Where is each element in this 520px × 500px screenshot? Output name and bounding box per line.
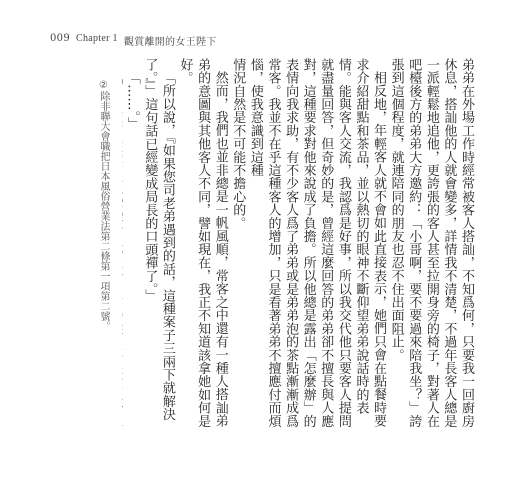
paragraph: 然而，我們也並非總是一帆風順，常客之中還有一種人搭訕弟弟的意圖與其他客人不同，譬如現在，我正不知道該拿她如何是好。 — [177, 58, 228, 428]
paragraph: 「所以說，『如果您司老弟遇到的話，這種案子三兩下就解決了。』」這句話已經變成局長的口頭禪了。」 — [142, 58, 175, 421]
footnote — [50, 80, 110, 445]
body-text — [122, 58, 475, 438]
chapter-title: 觀賞離開的女王陛下 — [123, 37, 217, 48]
paragraph: 情況自然是不可能不擔心的。 — [230, 58, 246, 230]
footnote-marker: ② — [98, 80, 109, 91]
page-number: 009 — [50, 33, 70, 44]
paragraph: 「……。」 — [124, 71, 140, 131]
running-header — [50, 33, 217, 48]
paragraph: 相反地，年輕客人就不會如此直接表示，她們只會在點餐時要求介紹甜點和茶品，並以熱切的眼神不斷仰望弟弟說話時的表情。能與客人交流，我認爲是好事，所以我交代他只要客人提問就盡量回答，但奇妙的是，曾經這麼回答的弟弟卻不擅長與人應對，這種要求對他來說成了負擔。所以他總是露出「怎麼辦」的表情向我求助，有不少客人爲了弟弟或是弟弟泡的茶點漸漸成爲常客。我並不在乎這種客人的增加，只是看著弟弟不擅應付而煩惱，使我意識到這種 — [247, 58, 387, 428]
paragraph — [122, 58, 123, 438]
paragraph: 弟弟在外場工作時經常被客人搭訕，不知爲何，只要我一回廚房休息，搭訕他的人就會變多，詳情我不清楚，不過年長客人總是一派輕鬆地追他，更誇張的客人甚至拉開身旁的椅子，對著人在吧檯後方的弟弟大方邀約：「小哥啊，要不要過來陪我坐？」誇張到這個程度，就連陪同的朋友也忍不住出面阻止。 — [388, 58, 474, 428]
footnote-text: 除非聯大會職把日本風俗營業法第二條第一項第二號。 — [98, 91, 109, 331]
chapter-label: Chapter 1 — [76, 33, 118, 44]
